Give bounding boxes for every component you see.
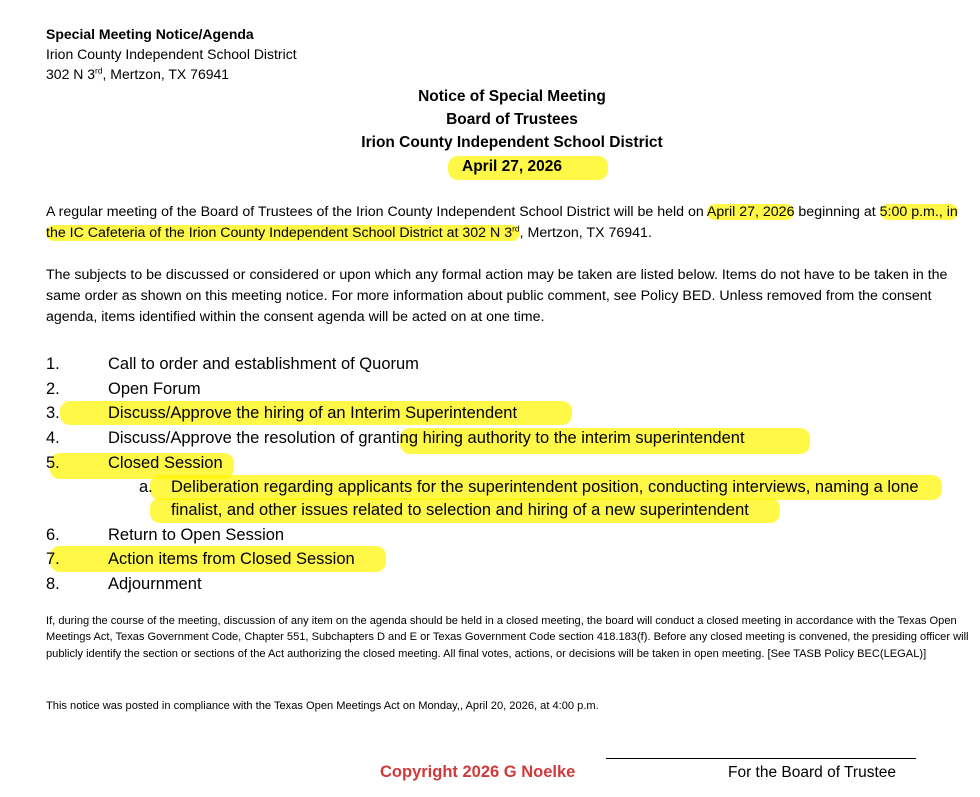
header-address	[46, 64, 229, 84]
subjects-paragraph: The subjects to be discussed or considered or upon which any formal action may be taken are listed below. Items do not have to be taken in the same order as shown on this meeting notice. For more information about public comment, see Policy BED. Unless removed from the consent agenda, items identified within the consent agenda will be acted on at one time.	[46, 267, 948, 325]
agenda-number: 2.	[46, 380, 60, 398]
notice-line-1: Notice of Special Meeting	[418, 88, 606, 105]
announcement-mid: beginning at	[794, 204, 880, 220]
agenda-number: 8.	[46, 575, 60, 593]
signature-label: For the Board of Trustee	[728, 764, 897, 781]
announcement-tail: , Mertzon, TX 76941.	[519, 225, 652, 241]
agenda-number: 7.	[46, 550, 60, 568]
agenda-number: 1.	[46, 355, 60, 373]
agenda-item-interim-superintendent: Discuss/Approve the hiring of an Interim Superintendent	[108, 404, 518, 422]
address-superscript: rd	[95, 65, 103, 76]
agenda-number: 3.	[46, 404, 60, 422]
agenda-subitem-deliberation-line-1: Deliberation regarding applicants for the superintendent position, conducting interviews, naming a lone	[171, 478, 919, 496]
agenda-item-hiring-authority-a: Discuss/Approve the resolution of gran	[108, 429, 392, 447]
agenda-item-open-forum: Open Forum	[108, 380, 201, 398]
agenda-item-hiring-authority	[108, 429, 745, 448]
agenda-subitem-deliberation-line-2	[171, 501, 749, 520]
deliberation-line-2-b: t	[744, 501, 749, 519]
signature-line	[606, 758, 916, 759]
meeting-announcement	[46, 202, 976, 244]
agenda-number: 5.	[46, 454, 60, 472]
address-city: , Mertzon, TX 76941	[102, 66, 230, 82]
notice-date: April 27, 2026	[462, 158, 562, 175]
time-place-text: 5:00 p.m., in the IC Cafeteria of the Irion County Independent School District at 302 N 3	[46, 204, 958, 241]
deliberation-line-2-a: finalist, and other issues related to selection and hiring of a new superintenden	[171, 501, 745, 519]
copyright-text: Copyright 2026 G Noelke	[380, 763, 576, 781]
posted-note: This notice was posted in compliance with the Texas Open Meetings Act on Monday,, April 20, 2026, at 4:00 p.m.	[46, 700, 599, 712]
header-title: Special Meeting Notice/Agenda	[46, 26, 254, 42]
agenda-sub-letter: a.	[139, 478, 153, 496]
time-place-superscript: rd	[512, 223, 520, 234]
agenda-number: 4.	[46, 429, 60, 447]
agenda-item-action-items: Action items from Closed Session	[108, 550, 355, 568]
announcement-date: April 27, 2026	[706, 204, 795, 220]
agenda-item-call-to-order: Call to order and establishment of Quorum	[108, 355, 419, 373]
agenda-item-return-open-session: Return to Open Session	[108, 526, 285, 544]
header-district: Irion County Independent School District	[46, 46, 297, 62]
agenda-number: 6.	[46, 526, 60, 544]
notice-line-3: Irion County Independent School District	[361, 134, 663, 151]
announcement-lead: A regular meeting of the Board of Trustees of the Irion County Independent School District will be held on	[46, 204, 707, 220]
closed-meeting-note: If, during the course of the meeting, discussion of any item on the agenda should be held in a closed meeting, the board will conduct a closed meeting in accordance with the Texas Open Meetings Act, Texas Government Code, Chapter 551, Subchapters D and E or Texas Government Code section 418.183(f). Before any closed meeting is convened, the presiding officer will publicly identify the section or sections of the Act authorizing the closed meeting. All final votes, actions, or decisions will be taken in open meeting. [See TASB Policy BEC(LEGAL)]	[46, 615, 969, 660]
agenda-item-adjournment: Adjournment	[108, 575, 202, 593]
agenda-item-closed-session: Closed Session	[108, 454, 223, 472]
notice-line-2: Board of Trustees	[446, 111, 578, 128]
agenda-item-hiring-authority-b: ting hiring authority to the interim superintendent	[391, 429, 745, 447]
address-street: 302 N 3	[46, 66, 96, 82]
